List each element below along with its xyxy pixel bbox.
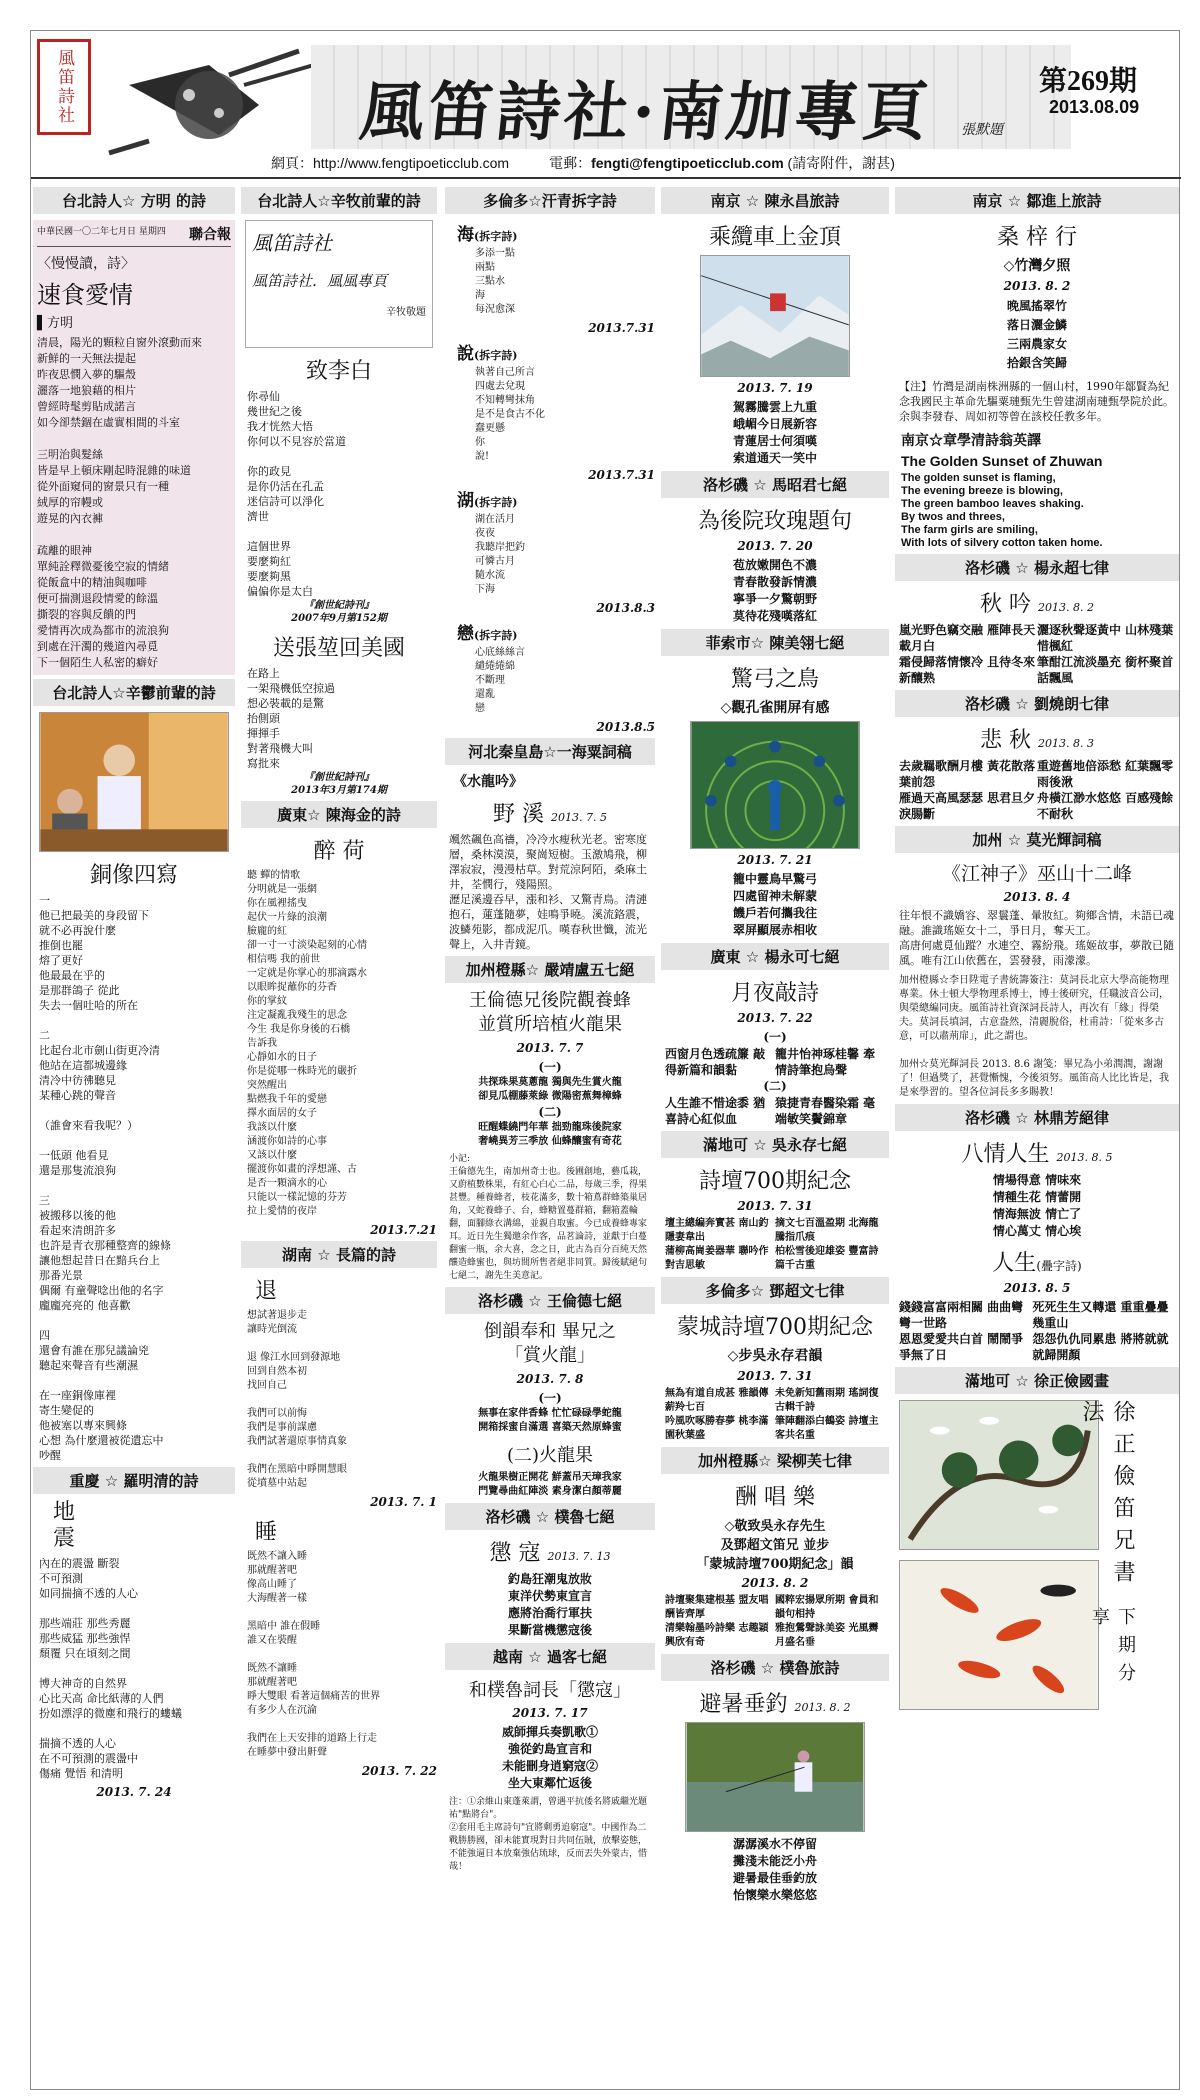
poem-text: 去歲羈歌酬月樓 黃花散落葉前怨 雁過天高風瑟瑟 思君旦夕淚腸斷 重遊舊地倍添愁 紅葉飄零雨後湫 舟橫江渺水悠悠 百感殘餘不耐秋 xyxy=(899,759,1174,821)
poem-title: 醉 荷 xyxy=(313,839,365,864)
section-header: 加州橙縣☆ 嚴靖盧五七絕 xyxy=(445,956,655,983)
poem-text: 情場得意 情味來 情種生花 情蕾開 情海無波 情亡了 情心萬丈 情心埃 xyxy=(992,1173,1082,1238)
poem-title: 退 xyxy=(255,1279,278,1304)
poem-date: 2013. 7. 17 xyxy=(512,1706,588,1720)
section-header: 越南 ☆ 過客七絕 xyxy=(445,1643,655,1670)
poem-tune: 《水龍吟》 xyxy=(453,774,523,790)
source-note: 『創世紀詩刊』 2013年3月第174期 xyxy=(291,772,387,796)
section-header: 台北詩人☆辛牧前輩的詩 xyxy=(241,187,437,214)
poem-text: 你尋仙 幾世紀之後 我才恍然大悟 你何以不見容於當道 你的政見 是你仍活在孔孟 迷信詩可以淨化 濟世 這個世界 要麼夠紅 要麼夠黑 偏偏你是太白 xyxy=(247,390,346,598)
poem-text: 颯然飆色高禱，冷冷水瘦秋光老。密寒度層，桑林漠漠，聚崗短樹。玉激鳩飛，柳澤寂寂，漫漫枯草。對荒涼阿陌，桑麻土井，荃憫行，殘陽照。 瀝足溪邊吞早，漲和衫、又驚青鳥。清漣抱石，蓮蓬隨夢，娃鳴爭曉。溪流鉻震，波鱗苑影，都成泥爪。嘆春秋世懺，流光聲上，入井青鏡。 xyxy=(449,833,647,951)
masthead xyxy=(31,31,1181,179)
poem-title: 蒙城詩壇700期紀念 xyxy=(677,1315,873,1340)
poem-date: 2013. 7. 20 xyxy=(737,539,813,553)
poem-date: 2013. 7. 31 xyxy=(737,1199,813,1213)
poem-text: 執著自己所言 四處去兌現 不知轉彎抹角 是不是食古不化 蠢更懸 你 說! xyxy=(475,367,545,462)
translator-header: 南京☆章學清詩翁英譯 xyxy=(901,433,1041,449)
poem-text: 苞放嫩開色不濃 青春散發訴情濃 寧爭一夕驚朝野 莫待花殘嘆落紅 xyxy=(732,558,817,623)
poem-title: 送張堃回美國 xyxy=(272,636,405,661)
contact-line xyxy=(271,153,895,173)
brand-signature: 張默題 xyxy=(961,122,1003,138)
poem-text: 旺醒蝶繞門年華 拙勁龍珠後院家 奢嶢異芳三季放 仙蜂釀蜜有奇花 xyxy=(478,1122,622,1147)
poem-text: 內在的震盪 斷裂 不可預測 如同揣摘不透的人心 那些端莊 那些秀麗 那些威猛 那些強悍 頹覆 只在頃刻之間 博大神奇的自然界 心比天高 命比紙薄的人們 扮如漂浮的微塵和飛行的螻蟻 揣摘不透的人心 在不可預測的震盪中 傷痛 覺悟 和清明 xyxy=(39,1557,182,1780)
poem-title: 月夜敲詩 xyxy=(730,981,819,1006)
poem-title: 野 溪 2013. 7. 5 xyxy=(493,802,607,827)
section-header: 河北秦皇島☆一海粟詞稿 xyxy=(445,738,655,765)
poem-text: 駕霧騰雲上九重 峨嵋今日展新容 青蓮居士何須嘆 索道通天一笑中 xyxy=(732,400,817,465)
editor-note: 加州橙縣☆李日陞電子書統籌簽注：莫詞長北京大學高能物理專業。休士頓大學物理系博士，博士後研究，任職波音公司，與榮總編同庚。風笛詩社資深詞長詩人，再次有「緣」得榮夫。莫詞長填詞，古意盎然，清麗脫俗，杜甫詩：「從來多古意，可以肅荊扉」，此之謂也。 加州☆莫光輝詞長 2013. 8.6 謝笺：畢兄為小弟潤潤，謝謝了！但過獎了，甚覺慚愧，今後須努。風笛高人比比皆是，我是來學習的。望各位詞長多多賜教！ xyxy=(899,975,1169,1098)
poem-date: 2013. 7. 22 xyxy=(361,1764,437,1778)
poem-date: 2013. 7. 1 xyxy=(370,1495,437,1509)
poem-text: 晚風搖翠竹 落日灑金鱗 三兩農家女 拾銀含笑歸 xyxy=(1006,299,1067,370)
section-header: 加州橙縣☆ 梁柳芙七律 xyxy=(661,1447,889,1474)
source-note: 『創世紀詩刊』 2007年9月第152期 xyxy=(291,600,387,624)
section-header: 洛杉磯 ☆ 樸魯旅詩 xyxy=(661,1654,889,1681)
poem-date: 2013. 8. 5 xyxy=(1003,1281,1071,1295)
section-header: 重慶 ☆ 羅明清的詩 xyxy=(33,1467,235,1494)
poem-date: 2013. 8. 2 xyxy=(741,1576,809,1590)
section-header: 台北詩人☆ 方明 的詩 xyxy=(33,187,235,214)
poem-text: 想試著退步走 讓時光倒流 退 像江水回到發源地 回到自然本初 找回自己 我們可以前悔 我們是事前謀慮 我們試著還原事情真象 我們在黑暗中睜開慧眼 從墳墓中站起 xyxy=(247,1310,347,1489)
club-seal: 風笛詩社 xyxy=(37,39,91,135)
section-header: 洛杉磯 ☆ 樸魯七絕 xyxy=(445,1503,655,1530)
poem-title: 避暑垂釣 2013. 8. 2 xyxy=(699,1692,851,1717)
poem-text: 火龍果樹正開花 鮮蓋吊天璋我家 門覽尋曲紅陣淡 素身潔白顏蒂麗 xyxy=(478,1472,622,1497)
section-header: 多倫多☆汗青拆字詩 xyxy=(445,187,655,214)
poem-title: 為後院玫瑰題句 xyxy=(697,509,852,534)
poem-text: 西窗月色透疏簾 敲得新篇和韻黏 籠井怡神琢桂馨 牽情詩筆抱烏聲 xyxy=(665,1047,876,1077)
newspaper-page xyxy=(30,30,1180,2090)
poem-title: 和樸魯詞長「懲寇」 xyxy=(469,1680,631,1701)
poem-date: 2013. 7. 22 xyxy=(737,1011,813,1025)
issue-number: 第269期 xyxy=(1039,66,1138,97)
poem-title: 人生(疊字詩) xyxy=(992,1251,1082,1276)
section-header: 多倫多☆ 鄧超文七律 xyxy=(661,1277,889,1304)
english-title: The Golden Sunset of Zhuwan xyxy=(901,453,1103,469)
poem-title: 乘纜車上金頂 xyxy=(708,225,841,250)
poem-text: 潺潺溪水不停留 攤淺未能泛小舟 避暑最佳垂釣放 怡懷樂水樂悠悠 xyxy=(732,1837,817,1902)
poem-date: 2013. 7. 21 xyxy=(737,853,813,867)
section-header: 廣東☆ 陳海金的詩 xyxy=(241,801,437,828)
poem-text: 無為有道自成甚 雅韻傳薪羚七百 吟風吹啄勝春夢 桃李滿園秋葉盛 未免新知舊雨期 瑤詞復古輯千詩 筆陣翻添白鶴姿 詩壇主客共名重 xyxy=(665,1388,879,1441)
clipping-paper: 聯合報 xyxy=(189,227,231,243)
poem-title: 詩壇700期紀念 xyxy=(699,1169,851,1194)
poem-date: 2013.7.21 xyxy=(370,1223,437,1237)
series-label: 〈慢慢讀，詩〉 xyxy=(37,256,135,272)
section-header: 滿地可 ☆ 徐正儉國畫 xyxy=(895,1367,1179,1394)
poem-title: 酬 唱 樂 xyxy=(735,1485,815,1510)
poem-date: 2013.8.3 xyxy=(596,601,655,615)
issue-date: 2013.08.09 xyxy=(1049,97,1140,117)
section-header: 洛杉磯 ☆ 劉燒朗七律 xyxy=(895,690,1179,717)
column-3: 多倫多☆汗青拆字詩 海(拆字詩) 多添一點 兩點 三點水 海 每況愈深 2013.7.31 說(拆字詩) 執著自己所言 四處去兌現 不知轉彎抹角 是不是食古不化 蠢更懸 你 說! 2013.7.31 湖(拆字詩) 湖在活月 夜夜 我聽岸把釣 可憐古月 隨水流 下海 2013.8.3 戀(拆字詩) 心底絲絲言 繾綣綣綿 不斷理 還亂 戀 2013.8.5 河北秦皇島☆一海粟詞稿 《水龍吟》 野 溪 2013. 7. 5 颯然飆色高禱，冷冷水瘦秋光老。密寒度層，桑林漠漠，聚崗短樹。玉激鳩飛，柳澤寂寂，漫漫枯草。對荒涼阿陌，桑麻土井，荃憫行，殘陽照。 瀝足溪邊吞早，漲和衫、又驚青鳥。清漣抱石，蓮蓬隨夢，娃鳴爭曉。溪流鉻震，波鱗苑影，都成泥爪。嘆春秋世懺，流光聲上，入井青鏡。 加州橙縣☆ 嚴靖盧五七絕 王倫德兄後院觀養蜂 並賞所培植火龍果 2013. 7. 7 (一) 共探珠果莫蔥龍 獨與先生賞火龍 卻見瓜棚藤萊綠 微陽密蕉舞樟蜂 (二) 旺醒蝶繞門年華 拙勁龍珠後院家 奢嶢異芳三季放 仙蜂釀蜜有奇花 小記: 王倫德先生，南加州奇士也。後圃創地，藝瓜栽，又蔚植數株果，有紅心白心二品，每歲三季，得果甚豐。種養蜂者，枝花滿多，數十箱蔦群蜂築巢居角，又蛇養蜂子、台，蜂糖置蔓群箱，翻箱蓋輪翻，面腳綠衣溝綿，並親自取蜜。今已成養蜂專家耳。近日先生獨邀余作客，品茗論詩，並獻于白蔓翻蜜一瓶，余大喜，念之日，此古為百分百純天然釀造蜂蜜也，與坊間所售者絕非同質。歸後賦絕句七絕二，謝先生美意記。 洛杉磯 ☆ 王倫德七絕 倒韻奉和 畢兄之 「賞火龍」 2013. 7. 8 (一) 無事在家伴香蜂 忙忙碌碌學蛇龍 開箱採蜜自滿選 喜築天然原蜂蜜 (二)火龍果 火龍果樹正開花 鮮蓋吊天璋我家 門覽尋曲紅陣淡 素身潔白顏蒂麗 洛杉磯 ☆ 樸魯七絕 懲 寇 2013. 7. 13 釣島狂潮鬼放妝 東洋伏勢東宣言 應將治喬行軍扶 果斷當機懲寇後 越南 ☆ 過客七絕 和樸魯詞長「懲寇」 2013. 7. 17 威師揮兵奏凱歌① 強從釣島宣言和 未能刪身逍窮寇② 坐大東鄰忙返後 注：①余維山東蓬萊謂，曾遇平抗倭名將戚繼光題祐"點將台"。 ②套用毛主席詩句"宜將剩勇追窮寇"。中國作為二戰勝勝國，卻未能實現對日共同伍賊，放擊姿態，不能強逼日本放棄強佔琉球，反而丟失外蒙古，惜哉！ xyxy=(445,183,655,1874)
poem-subtitle: ◇步吳永存君韻 xyxy=(727,1348,823,1364)
poem-subtitle: ◇觀孔雀開屏有感 xyxy=(720,700,830,716)
poem-text: 湖在活月 夜夜 我聽岸把釣 可憐古月 隨水流 下海 xyxy=(475,514,525,595)
column-2 xyxy=(241,183,437,1782)
poem-text: 共探珠果莫蔥龍 獨與先生賞火龍 卻見瓜棚藤萊綠 微陽密蕉舞樟蜂 xyxy=(478,1077,622,1102)
column-5 xyxy=(895,183,1179,1710)
poem-title: 戀(拆字詩) xyxy=(457,624,518,644)
koi-painting xyxy=(899,1560,1099,1710)
poem-title: 秋 吟 2013. 8. 2 xyxy=(980,592,1094,617)
footnote: 注：①余維山東蓬萊謂，曾遇平抗倭名將戚繼光題祐"點將台"。 ②套用毛主席詩句"宜將剩勇追窮寇"。中國作為二戰勝勝國，卻未能實現對日共同伍賊，放擊姿態，不能強逼日本放棄強佔琉球，反而丟失外蒙古，惜哉！ xyxy=(449,1797,648,1872)
poem-text: 一 他已把最美的身段留下 就不必再說什麼 推倒也罷 熔了更好 他最最在乎的 是那群鴿子 從此 失去一個吐哈的所在 二 比起台北市劍山街更冷清 他站在這都城邊緣 清冷中彷彿聽見 某種心跳的聲音 （誰會來看我呢？） 一低頭 他看見 還是那隻流浪狗 三 被搬移以後的他 看起來清朗許多 也許是青衣那種整齊的線條 讓他想起昔日在黯兵台上 那番光景 偶爾 有童聲唸出他的名字 龐龐亮亮的 他喜歡 四 還會有誰在那兒議論兇 聽起來聲音有些潮濕 在一座銅像庫裡 寄生變促的 他被塞以專來興條 心想 為什麼還被從遺忘中 吵醒 xyxy=(39,894,171,1462)
website-link[interactable]: http://www.fengtipoeticclub.com xyxy=(313,155,510,171)
author: ▌方明 xyxy=(37,316,73,331)
poet-photo xyxy=(39,712,229,852)
poem-title: 桑 梓 行 xyxy=(997,225,1077,250)
poem-text: 既然不讓入睡 那就醒著吧 像高山睡了 大海醒著一樣 黑暗中 誰在假睡 誰又在裝醒 既然不讓睡 那就醒著吧 睜大雙眼 看著這個痛苦的世界 有多少人在沉淪 我們在上天安排的道路上行走 在睡夢中發出鼾聲 xyxy=(247,1551,381,1758)
poem-title: 八情人生 2013. 8. 5 xyxy=(961,1142,1113,1167)
section-header: 南京 ☆ 鄒進上旅詩 xyxy=(895,187,1179,214)
poem-text: 錢錢富富兩相關 曲曲彎彎一世路 恩恩愛愛共白首 鬧鬧爭爭無了日 死死生生又轉還 重重疊疊幾重山 怨怨仇仇同累患 將將就就就歸開顏 xyxy=(899,1300,1169,1362)
cable-car-photo xyxy=(700,255,850,377)
poem-title: 海(拆字詩) xyxy=(457,225,518,245)
peacock-photo xyxy=(690,721,860,849)
poem-title: 銅像四寫 xyxy=(89,863,178,888)
section-header: 廣東 ☆ 楊永可七絕 xyxy=(661,943,889,970)
poem-text: 釣島狂潮鬼放妝 東洋伏勢東宣言 應將治喬行軍扶 果斷當機懲寇後 xyxy=(507,1572,592,1637)
poem-title: (二)火龍果 xyxy=(506,1445,594,1466)
poem-title: 倒韻奉和 畢兄之 「賞火龍」 xyxy=(484,1321,616,1366)
poem-subtitle: ◇敬致吳永存先生 及鄧超文笛兄 並步 「蒙城詩壇700期紀念」韻 xyxy=(696,1519,854,1572)
poem-date: 2013. 7. 7 xyxy=(516,1041,584,1055)
column-1 xyxy=(33,183,235,1803)
poem-text: 聽 蟬的情歌 分明就是一張網 你在風裡搖曳 起伏一片綠的浪潮 臉龐的紅 卻一寸一寸淡染起刻的心情 相信嗎 我的前世 一定就是你掌心的那滴露水 以眼眸捉蘸你的芬香 你的掌紋 注定凝亂我殘生的思念 今生 我是你身後的石橋 告訴我 心靜如水的日子 你是從哪一株時光的嚴折 突然醒出 點燃我千年的愛戀 擇水面居的女子 我該以什麼 涵渡你如詩的心事 又該以什麼 擺渡你如畫的浮想謹、古 是否一顆滴水的心 只能以一樣記憶的芬芳 拉上愛情的夜岸 xyxy=(247,870,367,1217)
poem-text: 人生誰不惜途黍 猶喜詩心紅似血 猿捷青春醫染霜 毫端敏笑鬢錦章 xyxy=(665,1096,876,1126)
club-name: 風笛詩社·南加專頁 xyxy=(356,75,935,150)
poem-text: 無事在家伴香蜂 忙忙碌碌學蛇龍 開箱採蜜自滿選 喜築天然原蜂蜜 xyxy=(478,1408,622,1433)
poem-date: 2013. 8. 2 xyxy=(1003,279,1071,293)
poem-text: 多添一點 兩點 三點水 海 每況愈深 xyxy=(475,248,515,315)
email: 電郵：fengti@fengtipoeticclub.com (請寄附件，謝甚) xyxy=(549,155,895,171)
poem-title: 驚弓之鳥 xyxy=(730,667,819,692)
fishing-photo xyxy=(685,1722,865,1832)
poem-date: 2013.7.31 xyxy=(588,468,655,482)
poem-date: 2013.8.5 xyxy=(596,720,655,734)
poem-date: 2013.7.31 xyxy=(588,321,655,335)
poem-title: 《江神子》巫山十二峰 xyxy=(941,863,1132,885)
painting-area xyxy=(895,1400,1179,1710)
poem-subtitle: ◇竹灣夕照 xyxy=(1003,258,1071,274)
poem-title: 王倫德兄後院觀養蜂 並賞所培植火龍果 xyxy=(469,990,631,1035)
section-header: 洛杉磯 ☆ 楊永超七律 xyxy=(895,554,1179,581)
poem-text: 心底絲絲言 繾綣綣綿 不斷理 還亂 戀 xyxy=(475,647,525,714)
email-link[interactable]: fengti@fengtipoeticclub.com xyxy=(591,155,784,171)
section-header: 菲索市☆ 陳美翎七絕 xyxy=(661,629,889,656)
section-header: 滿地可 ☆ 吳永存七絕 xyxy=(661,1131,889,1158)
poem-date: 2013. 7. 31 xyxy=(737,1369,813,1383)
poem-text: 威師揮兵奏凱歌① 強從釣島宣言和 未能刪身逍窮寇② 坐大東鄰忙返後 xyxy=(501,1725,598,1790)
poem-text: 在路上 一架飛機低空掠過 想必裝載的是驚 抬側頭 揮揮手 對著飛機大叫 寫批來 xyxy=(247,667,335,770)
poem-title: 睡 xyxy=(255,1520,278,1545)
section-header: 洛杉磯 ☆ 馬昭君七絕 xyxy=(661,471,889,498)
footnote: 【注】竹灣是湖南株洲縣的一個山村，1990年鄒賢為紀念我國民主革命先驅粟璉甄先生曾建湖南璉甄學院於此。余與李發春、周如初等曾在該校任教多年。 xyxy=(899,380,1174,423)
english-translation: The golden sunset is flaming, The evening breeze is blowing, The green bamboo leaves shaking. By twos and threes, The farm girls are smiling, With lots of silvery cotton taken home. xyxy=(901,472,1103,549)
section-header: 洛杉磯 ☆ 王倫德七絕 xyxy=(445,1287,655,1314)
footnote: 小記: 王倫德先生，南加州奇士也。後圃創地，藝瓜栽，又蔚植數株果，有紅心白心二品，每歲三季，得果甚豐。種養蜂者，枝花滿多，數十箱蔦群蜂築巢居角，又蛇養蜂子、台，蜂糖置蔓群箱，翻箱蓋輪翻，面腳綠衣溝綿，並親自取蜜。今已成養蜂專家耳。近日先生獨邀余作客，品茗論詩，並獻于白蔓翻蜜一瓶，余大喜，念之日，此古為百分百純天然釀造蜂蜜也，與坊間所售者絕非同質。歸後賦絕句七絕二，謝先生美意記。 xyxy=(449,1154,648,1281)
poem-title: 速食愛情 xyxy=(37,281,133,309)
next-issue-note: 下期分享 xyxy=(1089,1606,1136,1691)
calligraphy-caption: 徐正儉笛兄書法 xyxy=(1079,1400,1135,1592)
poem-title: 說(拆字詩) xyxy=(457,344,518,364)
section-header: 台北詩人☆辛鬱前輩的詩 xyxy=(33,679,235,706)
section-header: 洛杉磯 ☆ 林鼎芳絕律 xyxy=(895,1104,1179,1131)
poem-title: 悲 秋 2013. 8. 3 xyxy=(980,728,1094,753)
calligraphy-signature: 風笛詩社 風笛詩社．風風專頁 辛牧敬題 xyxy=(245,220,433,348)
poem-text: 壇主總編奔實甚 南山釣隱妻韋出 蒲柳高崗姜器華 聯吟作對吉思敏 摘文七百溫盈期 北海龍騰指爪痕 柏松雪後迎雄姿 豐富詩篇千古重 xyxy=(665,1218,879,1271)
column-4: 南京 ☆ 陳永昌旅詩 乘纜車上金頂 2013. 7. 19 駕霧騰雲上九重 峨嵋今日展新容 青蓮居士何須嘆 索道通天一笑中 洛杉磯 ☆ 馬昭君七絕 為後院玫瑰題句 2013. 7. 20 苞放嫩開色不濃 青春散發訴情濃 寧爭一夕驚朝野 莫待花殘嘆落紅 菲索市☆ 陳美翎七絕 驚弓之鳥 ◇觀孔雀開屏有感 2013. 7. 21 籠中靈鳥早驚弓 四處留神未解蒙 饑戶若何攜我往 翠屏顯展赤相收 廣東 ☆ 楊永可七絕 月夜敲詩 2013. 7. 22 (一) 西窗月色透疏簾 敲得新篇和韻黏 籠井怡神琢桂馨 牽情詩筆抱烏聲 (二) 人生誰不惜途黍 猶喜詩心紅似血 猿捷青春醫染霜 毫端敏笑鬢錦章 滿地可 ☆ 吳永存七絕 詩壇700期紀念 2013. 7. 31 壇主總編奔實甚 南山釣隱妻韋出 蒲柳高崗姜器華 聯吟作對吉思敏 摘文七百溫盈期 北海龍騰指爪痕 柏松雪後迎雄姿 豐富詩篇千古重 多倫多☆ 鄧超文七律 蒙城詩壇700期紀念 ◇步吳永存君韻 2013. 7. 31 無為有道自成甚 雅韻傳薪羚七百 吟風吹啄勝春夢 桃李滿園秋葉盛 未免新知舊雨期 瑤詞復古輯千詩 筆陣翻添白鶴姿 詩壇主客共名重 加州橙縣☆ 梁柳芙七律 酬 唱 樂 ◇敬致吳永存先生 及鄧超文笛兄 並步 「蒙城詩壇700期紀念」韻 2013. 8. 2 詩壇聚集建根基 盟友唱酬皆齊厚 清樂翰墨吟詩樂 志趣穎興欣有奇 國粹宏揚眾所期 會員和韻句相持 雅抱鶯聲詠美姿 光風霽月盛名垂 洛杉磯 ☆ 樸魯旅詩 避暑垂釣 2013. 8. 2 潺潺溪水不停留 攤淺未能泛小舟 避暑最佳垂釣放 怡懷樂水樂悠悠 xyxy=(661,183,889,1904)
poem-date: 2013. 7. 19 xyxy=(737,381,813,395)
clipping-date: 中華民國一〇二年七月日 星期四 xyxy=(37,227,166,237)
poem-text: 清晨，陽光的顆粒自窗外滾動而來 新鮮的一天無法提起 昨夜思憫入夢的驅殼 灑落一地狼藉的相片 曾經時髦剪貼成諾言 如今卻禁錮在虛實相間的斗室 三明治與髮絲 皆是早上頓床剛起時混雜的味道 從外面窺伺的窗景只有一種 絨厚的帘幔或 遊晃的內衣褲 疏離的眼神 單純詮釋微憂後空寂的情緒 從飯盒中的精油與咖啡 便可揣測退段情愛的餘溫 撕裂的容與反饋的門 愛情再次成為都市的流浪狗 到處在汗濁的幾道內尋覓 下一個陌生人私密的癖好 xyxy=(37,336,202,669)
section-header: 湖南 ☆ 長篇的詩 xyxy=(241,1241,437,1268)
newspaper-clipping xyxy=(33,220,235,675)
section-header: 加州 ☆ 莫光輝詞稿 xyxy=(895,826,1179,853)
poem-text: 詩壇聚集建根基 盟友唱酬皆齊厚 清樂翰墨吟詩樂 志趣穎興欣有奇 國粹宏揚眾所期 會員和韻句相持 雅抱鶯聲詠美姿 光風霽月盛名垂 xyxy=(665,1595,879,1648)
pine-crane-painting xyxy=(899,1400,1099,1550)
bagpipe-flute-logo xyxy=(89,45,319,157)
poem-title: 懲 寇 2013. 7. 13 xyxy=(489,1541,611,1566)
poem-title: 地 震 xyxy=(53,1500,76,1551)
poem-text: 往年恨不識嬌容、翠鬟蓬、暈妝紅。夠鄉含情，未語已魂融。誰識瑤姬女十二，爭日月，奪天工。 高唐何處覓仙蹤？水連空、霧紛飛。瑤姬故事，夢散已隨風。唯有江山依舊在，雲發發，雨濛濛。 xyxy=(899,909,1174,967)
website: 網頁：http://www.fengtipoeticclub.com xyxy=(271,155,510,171)
poem-date: 2013. 7. 24 xyxy=(96,1785,172,1799)
poem-date: 2013. 8. 4 xyxy=(1003,890,1071,904)
poem-date: 2013. 7. 8 xyxy=(516,1372,584,1386)
poem-text: 籠中靈鳥早驚弓 四處留神未解蒙 饑戶若何攜我往 翠屏顯展赤相收 xyxy=(732,872,817,937)
poem-title: 湖(拆字詩) xyxy=(457,491,518,511)
poem-text: 嵐光野色竊交融 雁陣長天載月白 霜侵歸落情懷冷 且待冬來新釀熟 灑逐秋聲逐黃中 山林殘葉惜楓紅 筆酣江流淡墨充 銜杯聚首話飄風 xyxy=(899,623,1174,685)
poem-title: 致李白 xyxy=(305,359,372,384)
section-header: 南京 ☆ 陳永昌旅詩 xyxy=(661,187,889,214)
